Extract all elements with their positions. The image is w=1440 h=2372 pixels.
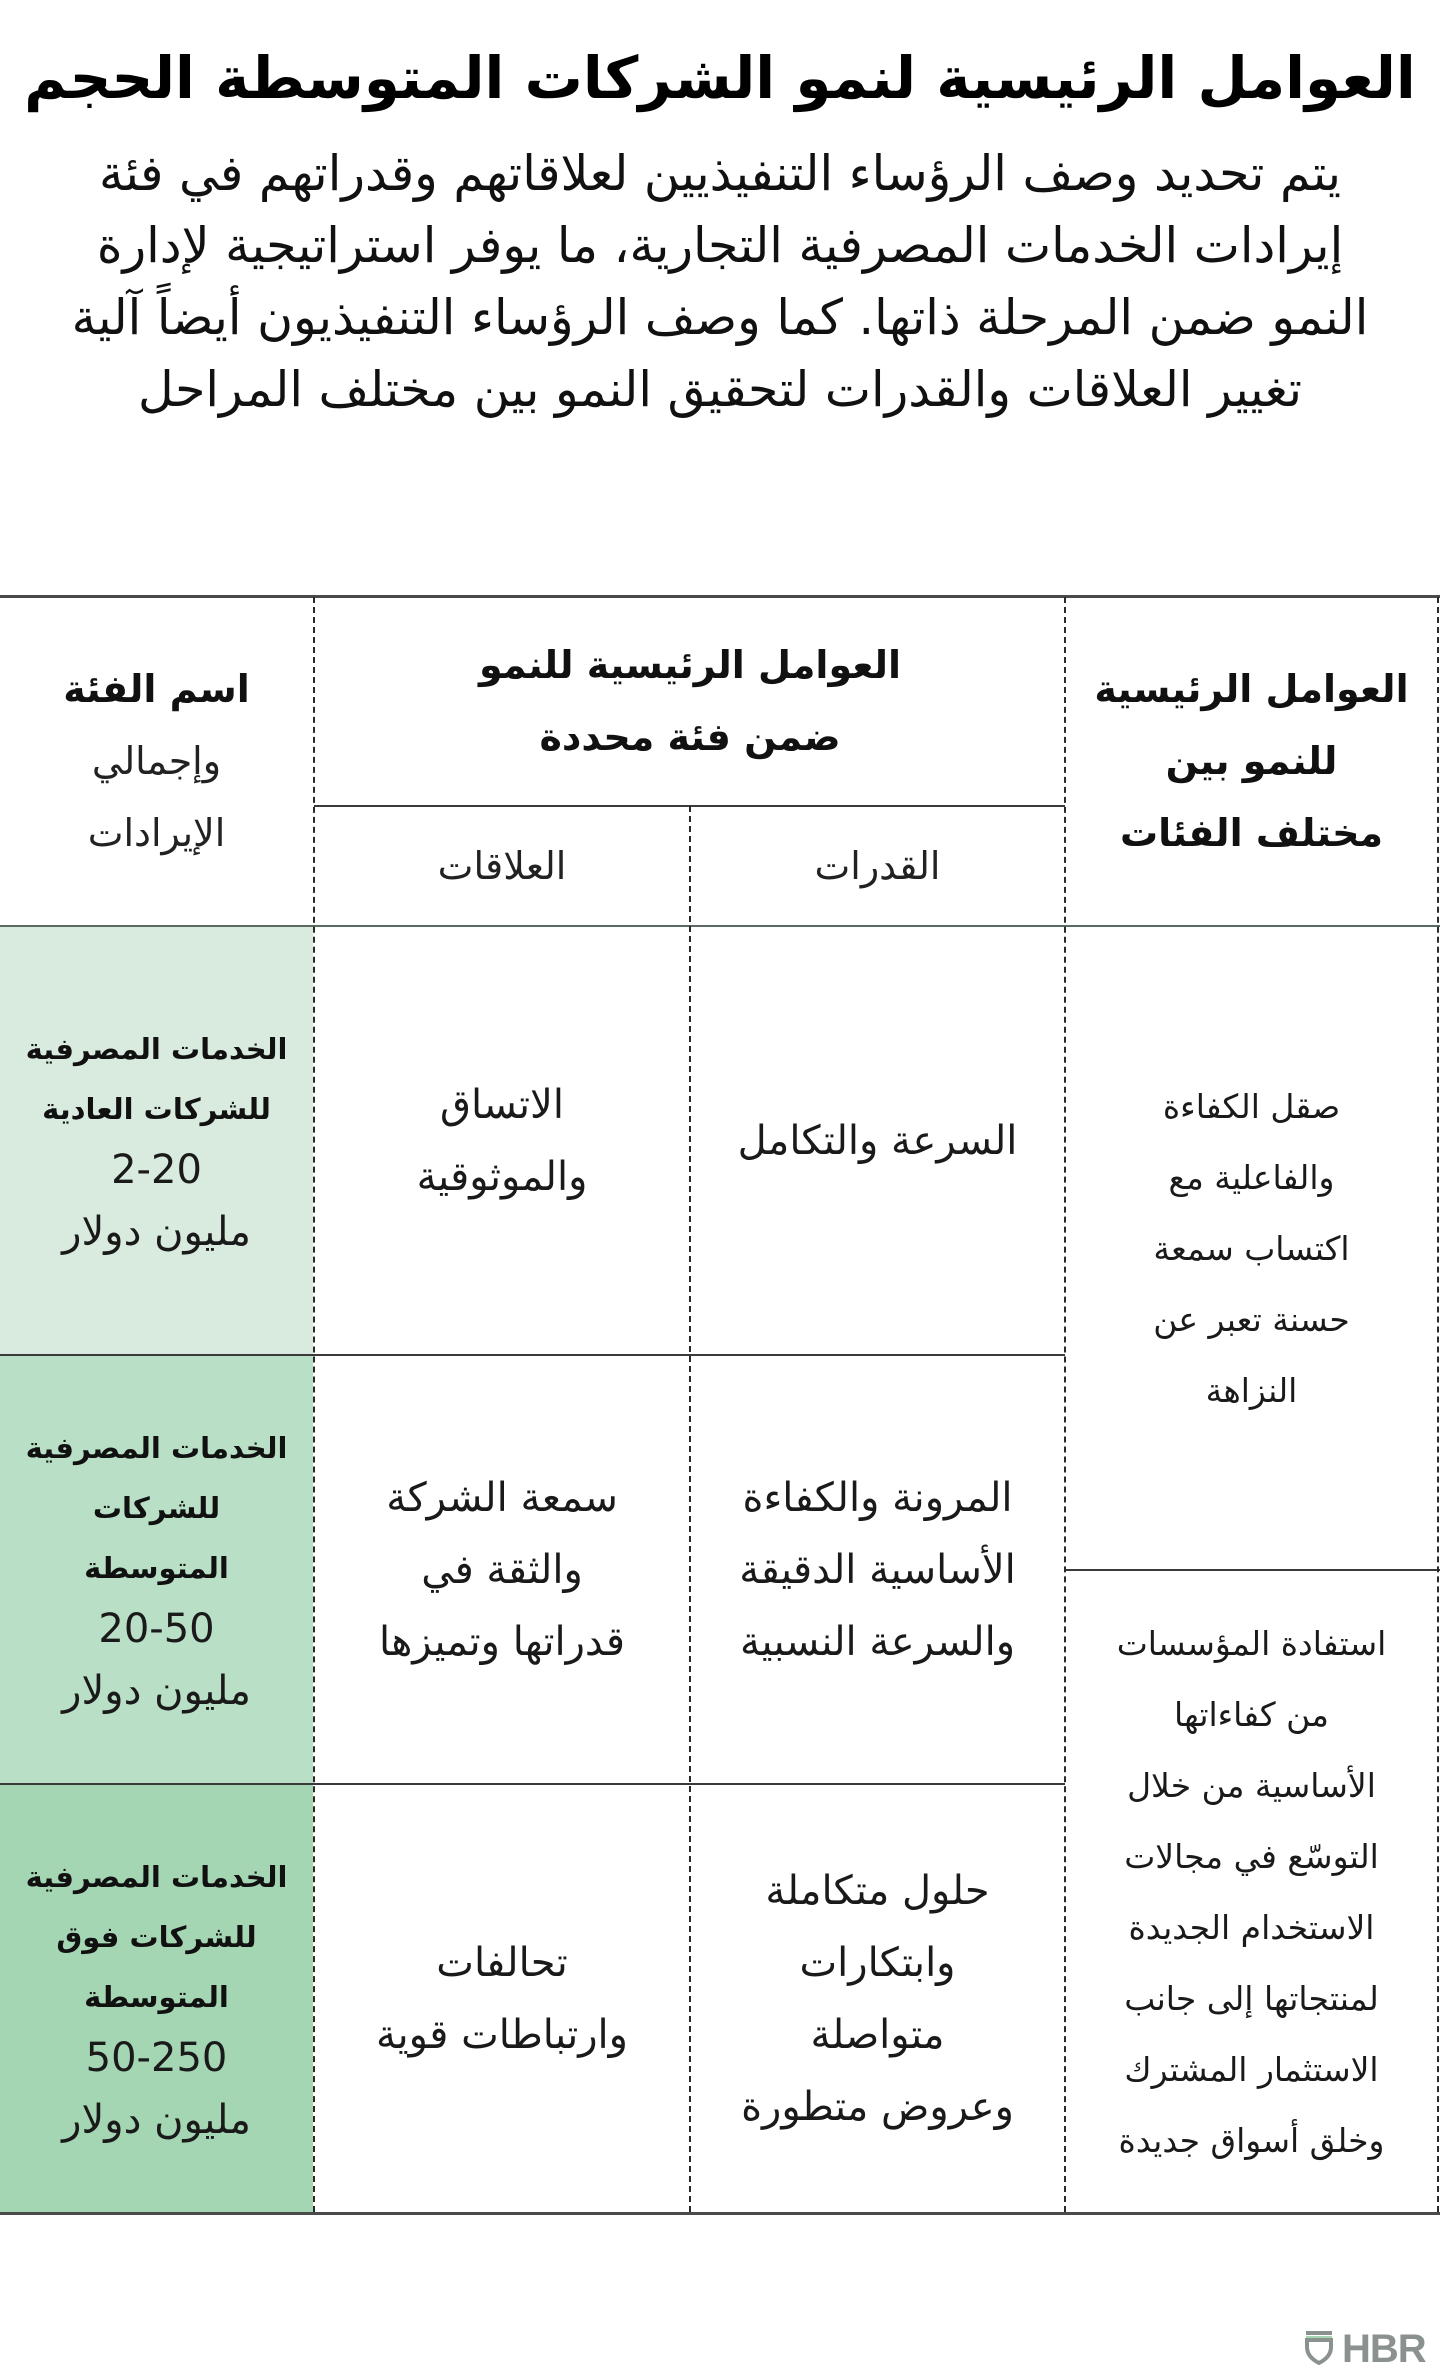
header-across-line-3: مختلف الفئات	[1119, 811, 1384, 855]
header-within-line-2: ضمن فئة محددة	[539, 715, 841, 759]
table-row-2-capabilities	[691, 1356, 1064, 1783]
table-row-1-category	[0, 927, 313, 1354]
header-relationships	[315, 807, 689, 925]
table-row-1-relationships	[315, 927, 689, 1354]
header-within-line-1: العوامل الرئيسية للنمو	[478, 643, 902, 687]
cell-text: والثقة في	[421, 1546, 583, 1593]
across-groups-cell-2	[1066, 1571, 1437, 2212]
cell-text: صقل الكفاءة	[1162, 1086, 1341, 1126]
category-name: الخدمات المصرفية	[25, 1430, 288, 1465]
header-across-line-1: العوامل الرئيسية	[1094, 667, 1409, 711]
cell-text: متواصلة	[810, 2011, 945, 2058]
header-category-subtitle-1: وإجمالي	[91, 739, 222, 783]
cell-text: تحالفات	[436, 1939, 568, 1986]
cell-text: وارتباطات قوية	[376, 2011, 628, 2058]
cell-text: وابتكارات	[799, 1939, 956, 1986]
category-name: للشركات	[92, 1490, 221, 1525]
cell-text: وعروض متطورة	[741, 2083, 1014, 2130]
header-relationships-label: العلاقات	[437, 844, 567, 888]
cell-text: استفادة المؤسسات	[1116, 1623, 1387, 1663]
revenue-range: 2-20	[111, 1146, 202, 1193]
cell-text: لمنتجاتها إلى جانب	[1124, 1978, 1379, 2018]
hbr-logo	[1304, 2326, 1426, 2371]
shield-icon	[1304, 2329, 1334, 2369]
revenue-unit: مليون دولار	[62, 1208, 251, 1255]
cell-text: والفاعلية مع	[1168, 1157, 1335, 1197]
cell-text: والموثوقية	[416, 1153, 588, 1200]
revenue-unit: مليون دولار	[62, 2096, 251, 2143]
header-capabilities	[691, 807, 1064, 925]
revenue-range: 50-250	[85, 2034, 228, 2081]
across-groups-cell-1	[1066, 927, 1437, 1569]
header-category-title: اسم الفئة	[63, 667, 250, 711]
table-bottom-border	[0, 2212, 1440, 2215]
cell-text: والسرعة النسبية	[739, 1618, 1016, 1665]
cell-text: الاستخدام الجديدة	[1128, 1907, 1375, 1947]
category-name: المتوسطة	[84, 1979, 229, 2014]
cell-text: وخلق أسواق جديدة	[1118, 2120, 1385, 2160]
category-name: الخدمات المصرفية	[25, 1859, 288, 1894]
header-across-groups	[1066, 597, 1437, 925]
cell-text: الاستثمار المشترك	[1124, 2049, 1379, 2089]
cell-text: قدراتها وتميزها	[379, 1618, 626, 1665]
cell-text: حسنة تعبر عن	[1153, 1299, 1350, 1339]
page-title: العوامل الرئيسية لنمو الشركات المتوسطة الحجم	[24, 44, 1416, 112]
cell-text: المرونة والكفاءة	[742, 1474, 1013, 1521]
header-within-group	[315, 597, 1065, 805]
table-row-2-category	[0, 1356, 313, 1783]
cell-text: الأساسية من خلال	[1127, 1765, 1376, 1805]
table-row-1-capabilities	[691, 927, 1064, 1354]
header-across-line-2: للنمو بين	[1165, 739, 1338, 783]
table-row-3-category	[0, 1785, 313, 2212]
header-capabilities-label: القدرات	[814, 844, 941, 888]
revenue-range: 20-50	[98, 1605, 215, 1652]
category-name: للشركات فوق	[56, 1919, 257, 1954]
cell-text: السرعة والتكامل	[737, 1117, 1018, 1164]
category-name: المتوسطة	[84, 1550, 229, 1585]
cell-text: الاتساق	[440, 1081, 564, 1128]
category-name: للشركات العادية	[42, 1091, 271, 1126]
table-row-3-capabilities	[691, 1785, 1064, 2212]
table-row-2-relationships	[315, 1356, 689, 1783]
cell-text: اكتساب سمعة	[1153, 1228, 1350, 1268]
cell-text: من كفاءاتها	[1174, 1694, 1329, 1734]
revenue-unit: مليون دولار	[62, 1667, 251, 1714]
col-divider-right	[1437, 597, 1439, 2212]
cell-text: التوسّع في مجالات	[1124, 1836, 1379, 1876]
cell-text: سمعة الشركة	[386, 1474, 618, 1521]
category-name: الخدمات المصرفية	[25, 1031, 288, 1066]
cell-text: النزاهة	[1205, 1370, 1298, 1410]
cell-text: حلول متكاملة	[765, 1867, 990, 1914]
hbr-logo-text: HBR	[1342, 2326, 1426, 2371]
intro-paragraph: يتم تحديد وصف الرؤساء التنفيذيين لعلاقاتهم وقدراتهم في فئة إيرادات الخدمات المصرفية التجارية، ما يوفر استراتيجية لإدارة النمو ضمن المرحلة ذاتها. كما وصف الرؤساء التنفيذيون أيضاً آلية تغيير العلاقات والقدرات لتحقيق النمو بين مختلف المراحل	[71, 145, 1369, 418]
header-category-subtitle-2: الإيرادات	[87, 811, 226, 855]
cell-text: الأساسية الدقيقة	[739, 1546, 1016, 1593]
header-category	[0, 597, 313, 925]
table-row-3-relationships	[315, 1785, 689, 2212]
